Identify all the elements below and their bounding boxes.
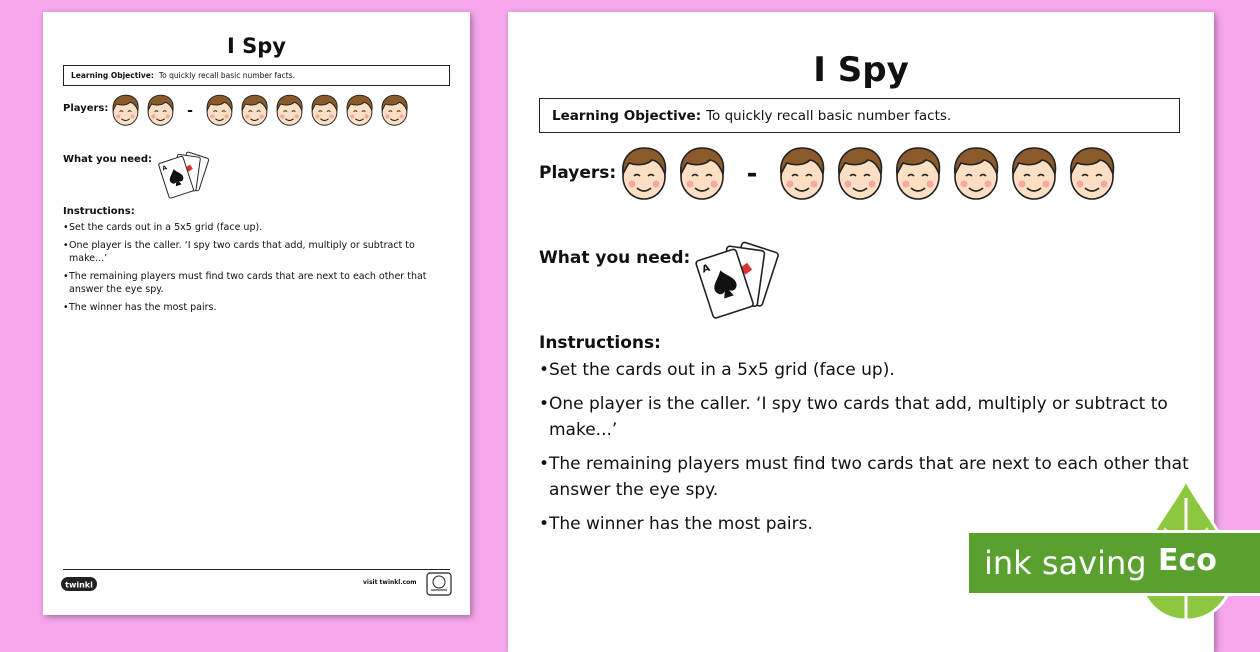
objective-label: Learning Objective:	[552, 107, 702, 124]
page-title: I Spy	[227, 34, 286, 58]
footer-divider	[63, 569, 450, 570]
player-face-icon	[110, 94, 141, 127]
page-title: I Spy	[813, 50, 909, 90]
players-faces	[619, 146, 1125, 202]
player-face-icon	[619, 146, 669, 202]
player-face-icon	[145, 94, 176, 127]
objective-label: Learning Objective:	[71, 71, 154, 80]
instructions-heading: Instructions:	[539, 333, 661, 353]
list-item: • The remaining players must find two cards that are next to each other that answer the eye spy.	[63, 270, 453, 296]
players-faces	[110, 94, 414, 127]
player-face-icon	[239, 94, 270, 127]
instructions-list	[63, 221, 453, 319]
player-face-icon	[835, 146, 885, 202]
quality-badge-icon	[426, 572, 452, 596]
list-item: • The remaining players must find two cards that are next to each other that answer the eye spy.	[539, 451, 1189, 503]
player-face-icon	[274, 94, 305, 127]
player-face-icon	[777, 146, 827, 202]
instructions-heading: Instructions:	[63, 206, 135, 217]
objective-text: To quickly recall basic number facts.	[706, 107, 952, 124]
learning-objective-box	[539, 98, 1180, 133]
what-you-need-label: What you need:	[63, 154, 152, 165]
player-face-icon	[951, 146, 1001, 202]
players-label: Players:	[539, 163, 617, 183]
players-range-separator: -	[187, 102, 193, 119]
players-range-separator: -	[746, 159, 758, 189]
list-item: • One player is the caller. ‘I spy two cards that add, multiply or subtract to make...’	[63, 239, 453, 265]
players-label: Players:	[63, 103, 109, 114]
player-face-icon	[204, 94, 235, 127]
logo-text: twinkl	[65, 580, 93, 590]
list-item: • The winner has the most pairs.	[63, 301, 453, 314]
list-item: • The winner has the most pairs.	[539, 511, 1189, 537]
what-you-need-label: What you need:	[539, 248, 691, 268]
player-face-icon	[309, 94, 340, 127]
eco-label: Eco	[1158, 543, 1217, 578]
list-item: • Set the cards out in a 5x5 grid (face up).	[63, 221, 453, 234]
footer-url: visit twinkl.com	[363, 579, 417, 586]
list-item: • Set the cards out in a 5x5 grid (face up).	[539, 357, 1189, 383]
playing-cards-icon	[690, 234, 782, 326]
instructions-list	[539, 357, 1189, 545]
twinkl-logo	[61, 574, 97, 594]
ink-saving-label: ink saving	[984, 544, 1147, 582]
player-face-icon	[893, 146, 943, 202]
player-face-icon	[1009, 146, 1059, 202]
player-face-icon	[1067, 146, 1117, 202]
player-face-icon	[677, 146, 727, 202]
learning-objective-box	[63, 65, 450, 86]
player-face-icon	[379, 94, 410, 127]
playing-cards-icon	[155, 147, 211, 203]
worksheet-thumbnail	[43, 12, 470, 615]
objective-text: To quickly recall basic number facts.	[158, 71, 296, 80]
list-item: • One player is the caller. ‘I spy two cards that add, multiply or subtract to make...’	[539, 391, 1189, 443]
player-face-icon	[344, 94, 375, 127]
